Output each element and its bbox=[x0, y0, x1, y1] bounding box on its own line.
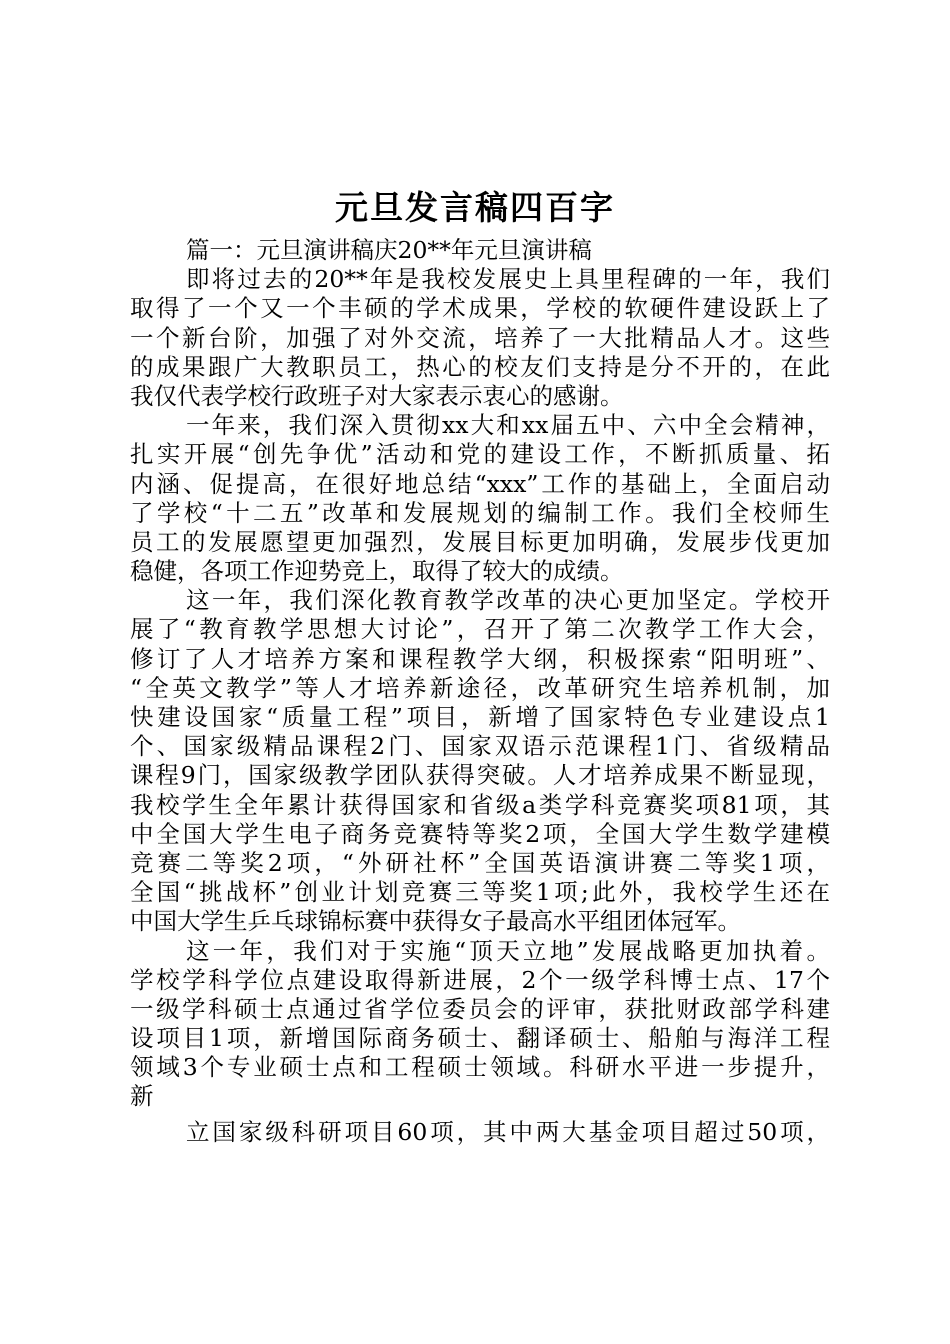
text-line: 个、国家级精品课程2门、国家双语示范课程1门、省级精品 bbox=[130, 732, 830, 761]
text-line: “全英文教学”等人才培养新途径，改革研究生培养机制，加 bbox=[130, 673, 830, 702]
text-line: 一级学科硕士点通过省学位委员会的评审，获批财政部学科建 bbox=[130, 994, 830, 1023]
text-line: 我仅代表学校行政班子对大家表示衷心的感谢。 bbox=[130, 381, 624, 410]
text-line: 立国家级科研项目60项，其中两大基金项目超过50项， bbox=[186, 1117, 830, 1146]
text-line: 全国“挑战杯”创业计划竞赛三等奖1项;此外，我校学生还在 bbox=[130, 878, 830, 907]
text-line: 竞赛二等奖2项，“外研社杯”全国英语演讲赛二等奖1项， bbox=[130, 848, 830, 877]
document-title: 元旦发言稿四百字 bbox=[335, 188, 615, 227]
text-line: 篇一：元旦演讲稿庆20**年元旦演讲稿 bbox=[186, 236, 592, 264]
text-line: 一年来，我们深入贯彻xx大和xx届五中、六中全会精神， bbox=[186, 411, 830, 440]
text-line: 我校学生全年累计获得国家和省级a类学科竞赛奖项81项，其 bbox=[130, 790, 830, 819]
text-line: 修订了人才培养方案和课程教学大纲，积极探索“阳明班”、 bbox=[130, 644, 830, 673]
text-line: 的成果跟广大教职员工，热心的校友们支持是分不开的，在此 bbox=[130, 352, 830, 381]
text-line: 员工的发展愿望更加强烈，发展目标更加明确，发展步伐更加 bbox=[130, 527, 830, 556]
text-line: 设项目1项，新增国际商务硕士、翻译硕士、船舶与海洋工程 bbox=[130, 1024, 830, 1053]
text-line: 中全国大学生电子商务竞赛特等奖2项，全国大学生数学建模 bbox=[130, 819, 830, 848]
document-body bbox=[130, 236, 830, 1147]
text-line: 学校学科学位点建设取得新进展，2个一级学科博士点、17个 bbox=[130, 965, 830, 994]
text-line: 这一年，我们深化教育教学改革的决心更加坚定。学校开 bbox=[186, 586, 830, 615]
text-line: 课程9门，国家级教学团队获得突破。人才培养成果不断显现， bbox=[130, 761, 830, 790]
text-line: 领域3个专业硕士点和工程硕士领域。科研水平进一步提升， bbox=[130, 1053, 830, 1082]
text-line: 新 bbox=[130, 1082, 154, 1111]
text-line: 扎实开展“创先争优”活动和党的建设工作，不断抓质量、拓 bbox=[130, 440, 830, 469]
text-line: 稳健，各项工作迎势竞上，取得了较大的成绩。 bbox=[130, 557, 624, 586]
text-line: 取得了一个又一个丰硕的学术成果，学校的软硬件建设跃上了 bbox=[130, 294, 830, 323]
text-line: 中国大学生乒乓球锦标赛中获得女子最高水平组团体冠军。 bbox=[130, 907, 741, 936]
text-line: 了学校“十二五”改革和发展规划的编制工作。我们全校师生 bbox=[130, 498, 830, 527]
text-line: 一个新台阶，加强了对外交流，培养了一大批精品人才。这些 bbox=[130, 323, 830, 352]
text-line: 内涵、促提高，在很好地总结“xxx”工作的基础上，全面启动 bbox=[130, 469, 830, 498]
text-line: 这一年，我们对于实施“顶天立地”发展战略更加执着。 bbox=[186, 936, 830, 965]
text-line: 展了“教育教学思想大讨论”，召开了第二次教学工作大会， bbox=[130, 615, 830, 644]
text-line: 快建设国家“质量工程”项目，新增了国家特色专业建设点1 bbox=[130, 703, 830, 731]
text-line: 即将过去的20**年是我校发展史上具里程碑的一年，我们 bbox=[186, 265, 830, 294]
